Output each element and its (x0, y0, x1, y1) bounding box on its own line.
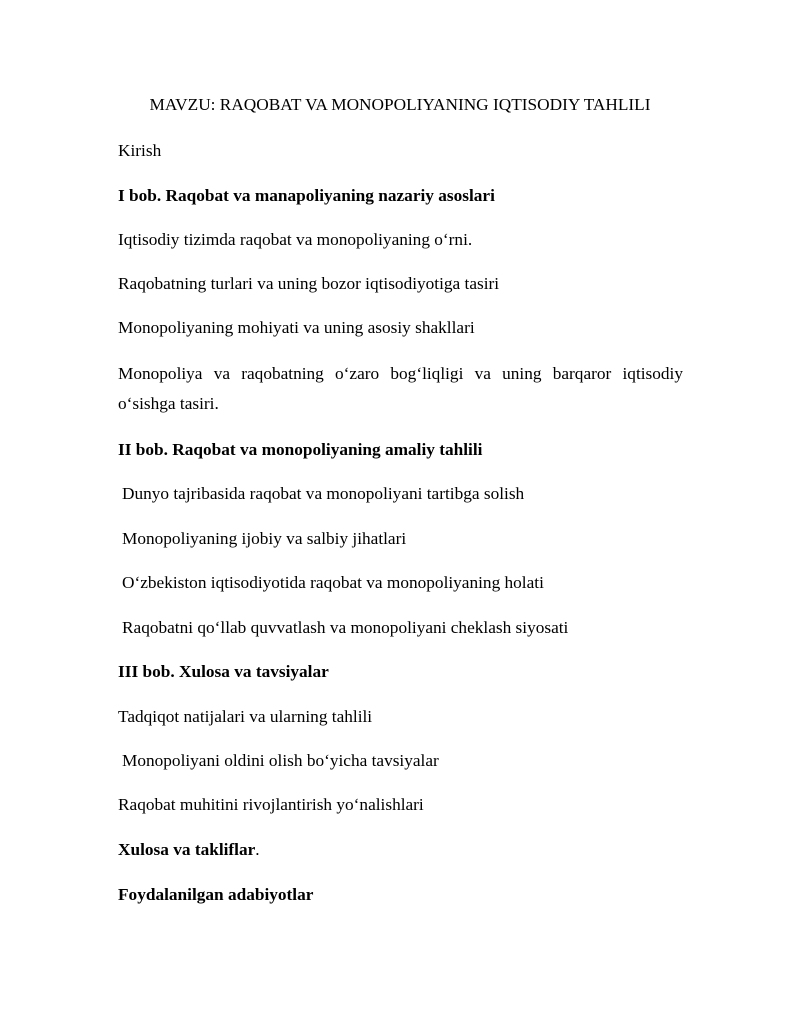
chapter1-item-3: Monopoliyaning mohiyati va uning asosiy shakllari (118, 318, 475, 337)
chapter1-heading: I bob. Raqobat va manapoliyaning nazariy asoslari (118, 186, 495, 205)
chapter1-item-2: Raqobatning turlari va uning bozor iqtisodiyotiga tasiri (118, 274, 500, 293)
chapter3-item-1: Tadqiqot natijalari va ularning tahlili (118, 707, 373, 726)
references-heading: Foydalanilgan adabiyotlar (118, 885, 314, 904)
chapter3-item-3: Raqobat muhitini rivojlantirish yo‘nalishlari (118, 795, 424, 814)
intro-heading: Kirish (118, 141, 162, 160)
chapter2-item-2: Monopoliyaning ijobiy va salbiy jihatlari (122, 529, 407, 548)
chapter2-item-3: O‘zbekiston iqtisodiyotida raqobat va monopoliyaning holati (122, 573, 544, 592)
document-title: MAVZU: RAQOBAT VA MONOPOLIYANING IQTISODIY TAHLILI (149, 95, 651, 114)
conclusion-label: Xulosa va takliflar (118, 840, 256, 859)
chapter2-item-1: Dunyo tajribasida raqobat va monopoliyani tartibga solish (122, 484, 525, 503)
chapter3-heading: III bob. Xulosa va tavsiyalar (118, 662, 329, 681)
chapter1-item-4: Monopoliya va raqobatning o‘zaro bog‘liqligi va uning barqaror iqtisodiy o‘sishga tasiri. (118, 364, 683, 413)
conclusion-heading (118, 835, 683, 864)
chapter1-item-1: Iqtisodiy tizimda raqobat va monopoliyaning o‘rni. (118, 230, 473, 249)
chapter2-heading: II bob. Raqobat va monopoliyaning amaliy tahlili (118, 440, 483, 459)
chapter2-item-4: Raqobatni qo‘llab quvvatlash va monopoliyani cheklash siyosati (122, 618, 569, 637)
chapter3-item-2: Monopoliyani oldini olish bo‘yicha tavsiyalar (122, 751, 439, 770)
conclusion-period: . (255, 840, 260, 859)
